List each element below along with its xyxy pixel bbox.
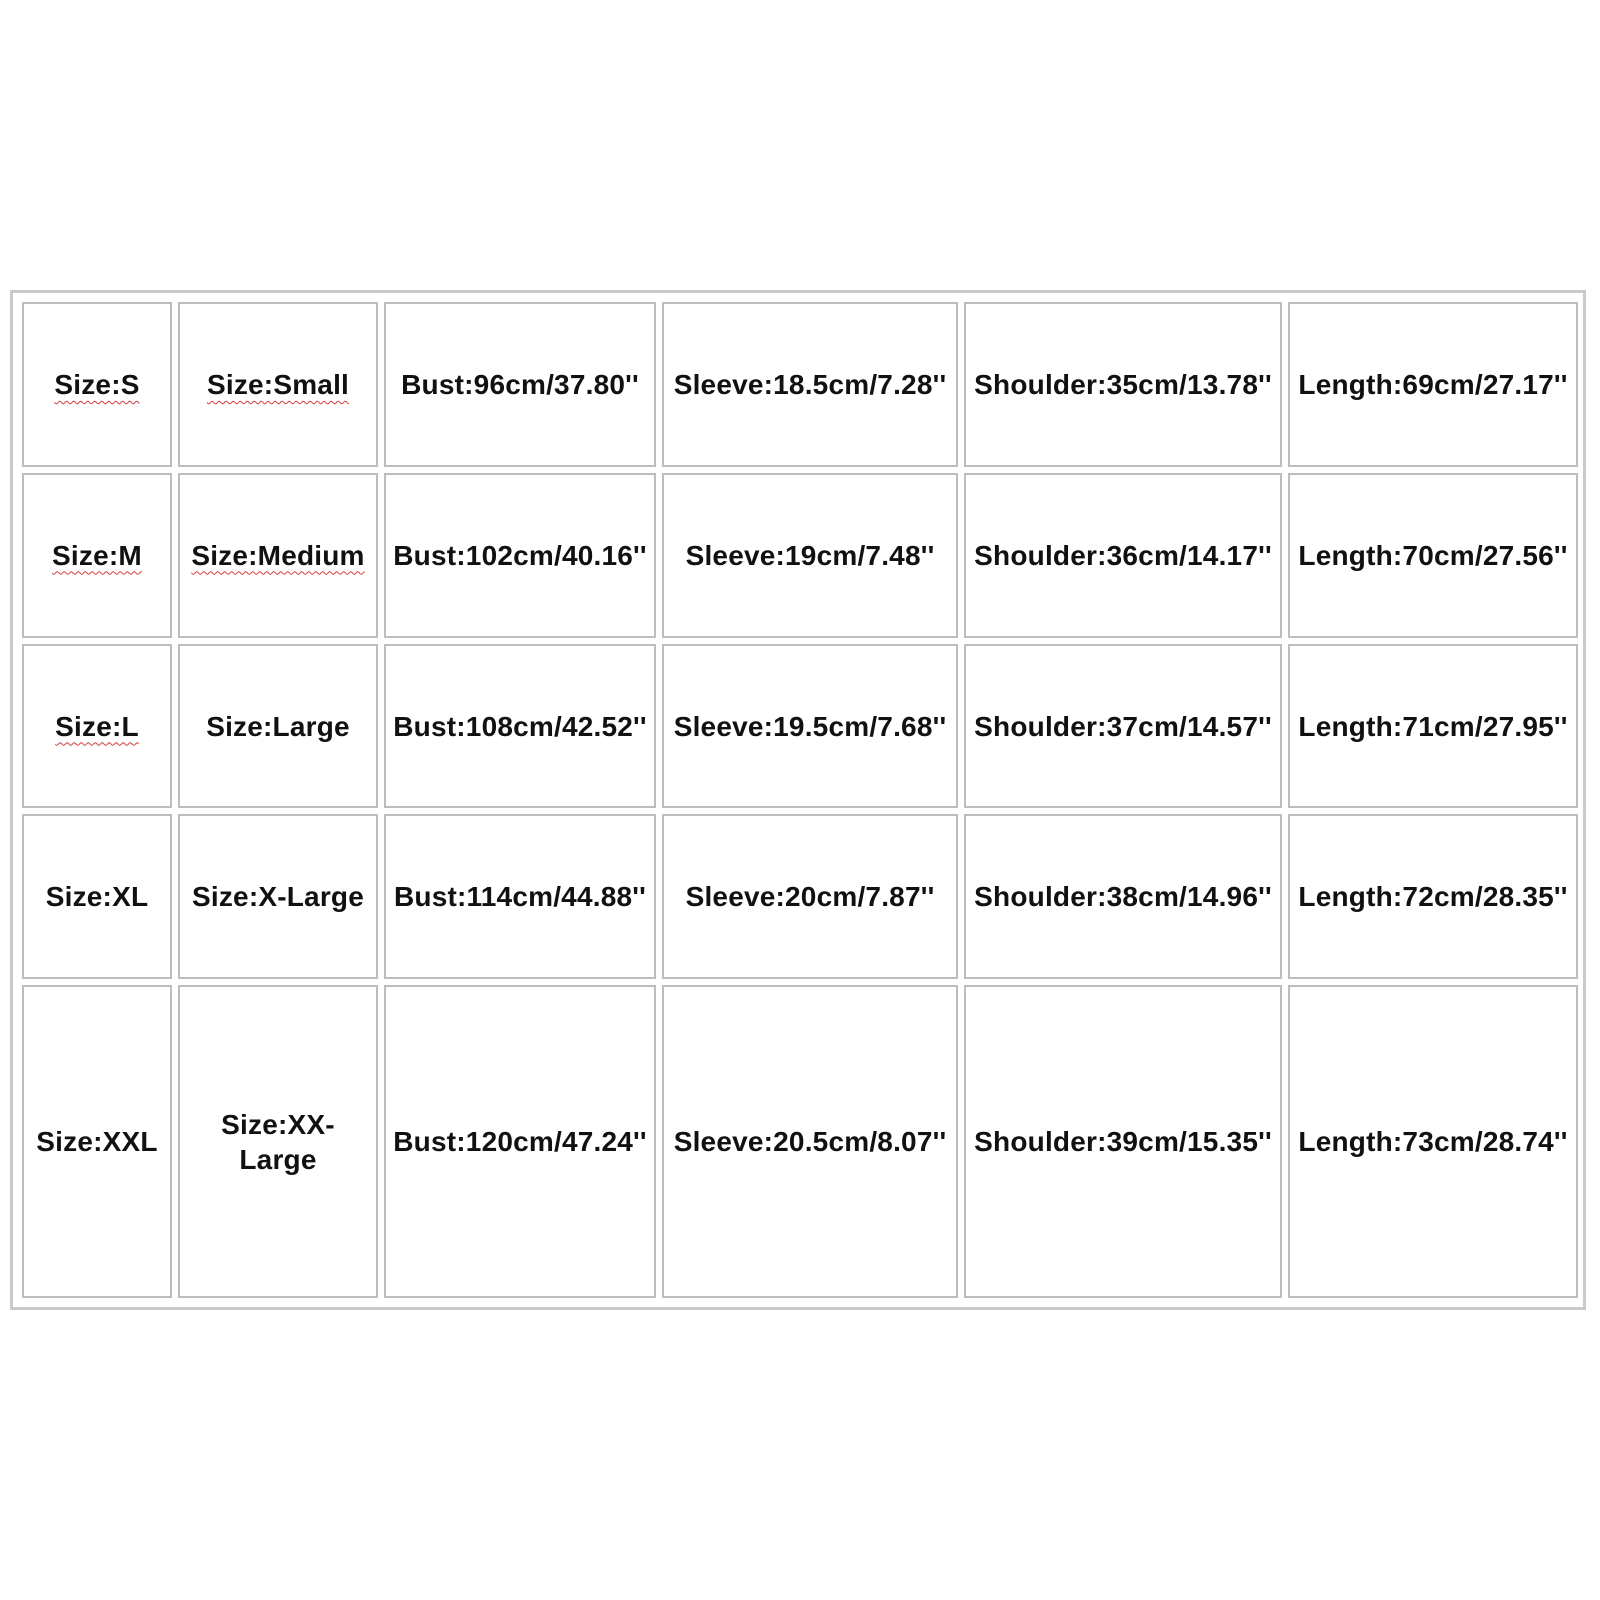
size-name-cell [178,302,378,467]
sleeve-cell: Sleeve:19cm/7.48'' [662,473,958,638]
table-row [22,302,1578,467]
size-cell [22,985,172,1298]
length-cell: Length:71cm/27.95'' [1288,644,1578,809]
shoulder-cell: Shoulder:39cm/15.35'' [964,985,1282,1298]
size-chart-table [16,296,1584,1304]
size-cell [22,644,172,809]
size-name: Size:Medium [191,539,365,571]
size-code: Size:XXL [36,1126,158,1158]
bust-cell: Bust:96cm/37.80'' [384,302,656,467]
sleeve-cell: Sleeve:19.5cm/7.68'' [662,644,958,809]
size-name: Size:Large [206,710,350,742]
sleeve-cell: Sleeve:18.5cm/7.28'' [662,302,958,467]
shoulder-cell: Shoulder:36cm/14.17'' [964,473,1282,638]
size-name-cell [178,814,378,979]
length-cell: Length:70cm/27.56'' [1288,473,1578,638]
size-name: Size:X-Large [192,881,364,913]
table-row [22,814,1578,979]
sleeve-cell: Sleeve:20.5cm/8.07'' [662,985,958,1298]
table-row [22,985,1578,1298]
length-cell: Length:69cm/27.17'' [1288,302,1578,467]
bust-cell: Bust:120cm/47.24'' [384,985,656,1298]
sleeve-cell: Sleeve:20cm/7.87'' [662,814,958,979]
size-code: Size:XL [45,881,149,913]
shoulder-cell: Shoulder:35cm/13.78'' [964,302,1282,467]
size-cell [22,814,172,979]
length-cell: Length:72cm/28.35'' [1288,814,1578,979]
size-name-cell [178,985,378,1298]
size-name: Size:XX-Large [221,1108,335,1175]
size-name: Size:Small [206,368,350,400]
size-name-cell [178,473,378,638]
table-row [22,644,1578,809]
size-code: Size:L [55,710,139,742]
shoulder-cell: Shoulder:38cm/14.96'' [964,814,1282,979]
bust-cell: Bust:108cm/42.52'' [384,644,656,809]
table-row [22,473,1578,638]
size-code: Size:S [54,368,140,400]
size-cell [22,302,172,467]
size-code: Size:M [52,539,142,571]
size-name-cell [178,644,378,809]
bust-cell: Bust:114cm/44.88'' [384,814,656,979]
size-cell [22,473,172,638]
size-chart-frame [10,290,1586,1310]
bust-cell: Bust:102cm/40.16'' [384,473,656,638]
length-cell: Length:73cm/28.74'' [1288,985,1578,1298]
shoulder-cell: Shoulder:37cm/14.57'' [964,644,1282,809]
